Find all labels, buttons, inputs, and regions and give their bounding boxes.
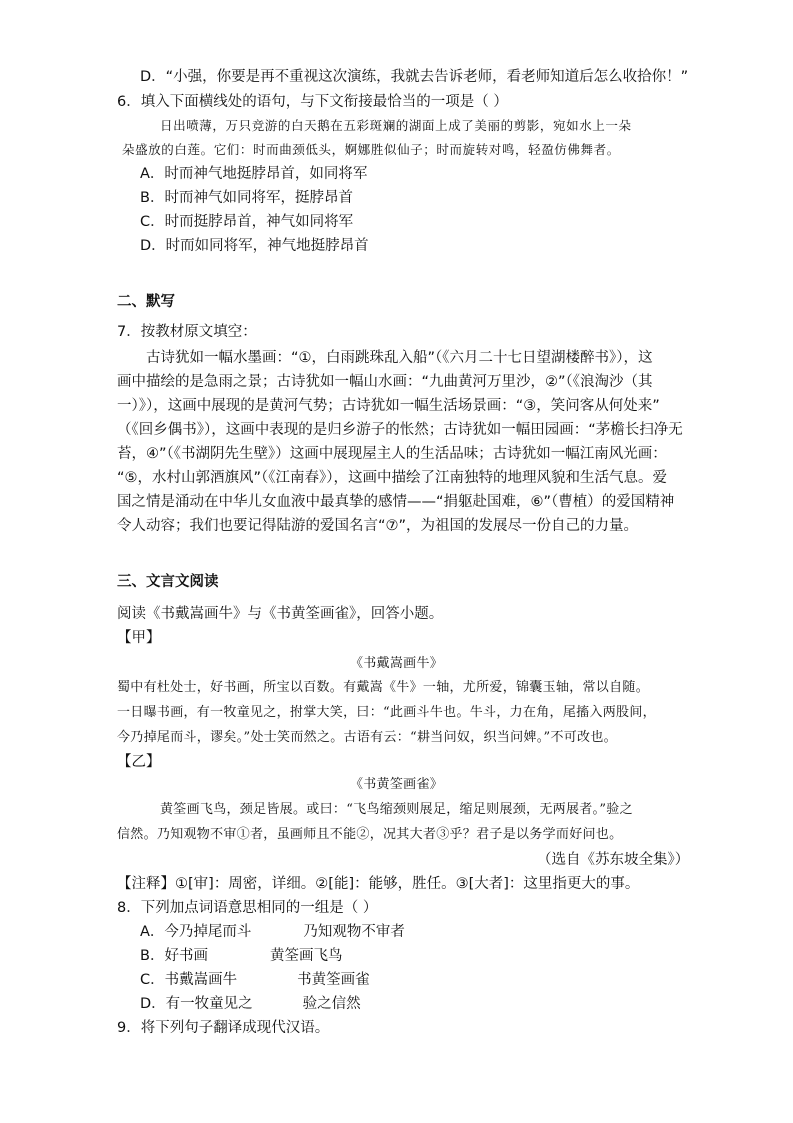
q8-option-d-right: 验之信然 [302, 996, 361, 1012]
q6-passage-line-2: 朵盛放的白莲。它们：时而曲颈低头，婀娜胜似仙子；时而旋转对鸣，轻盈仿佛舞者。 [122, 142, 620, 157]
q7-line-1: 古诗犹如一幅水墨画：“①，白雨跳珠乱入船”（《六月二十七日望湖楼醉书》），这 [146, 350, 653, 366]
q8-option-c [140, 970, 370, 990]
q7-stem: 7．按教材原文填空： [117, 324, 257, 340]
q7-line-5: 苔，④”（《书湖阴先生壁》）这画中展现屋主人的生活品味；古诗犹如一幅江南风光画： [117, 446, 667, 462]
q7-line-7: 国之情是涌动在中华儿女血液中最真挚的感情——“捐躯赴国难，⑥”（曹植）的爱国精神 [117, 494, 675, 510]
q8-stem: 8．下列加点词语意思相同的一组是（ ） [117, 900, 378, 916]
q6-option-b: B．时而神气如同将军，挺脖昂首 [140, 190, 353, 206]
passage-yi-line-1: 黄筌画飞鸟，颈足皆展。或曰：“飞鸟缩颈则展足，缩足则展颈，无两展者。”验之 [160, 802, 633, 817]
q6-option-d: D．时而如同将军，神气地挺脖昂首 [140, 238, 369, 254]
passage-jia-line-1: 蜀中有杜处士，好书画，所宝以百数。有戴嵩《牛》一轴，尤所爱，锦囊玉轴，常以自随。 [117, 680, 650, 695]
passage-jia-label: 【甲】 [117, 630, 161, 646]
q8-option-c-right: 书黄筌画雀 [297, 972, 370, 988]
q7-line-6: “⑤，水村山郭酒旗风”（《江南春》），这画中描绘了江南独特的地理风貌和生活气息。爱 [117, 470, 668, 486]
q6-passage-line-1: 日出喷薄，万只竞游的白天鹅在五彩斑斓的湖面上成了美丽的剪影，宛如水上一朵 [160, 118, 632, 133]
section-3-heading: 三、文言文阅读 [117, 574, 219, 590]
section-2-heading: 二、默写 [117, 294, 175, 310]
passage-yi-title: 《书黄筌画雀》 [349, 777, 444, 792]
passage-yi-label: 【乙】 [117, 754, 161, 770]
annotations: 【注释】①[审]：周密，详细。②[能]：能够，胜任。③[大者]：这里指更大的事。 [117, 876, 640, 892]
q7-line-8: 令人动容；我们也要记得陆游的爱国名言“⑦”，为祖国的发展尽一份自己的力量。 [117, 518, 639, 534]
q8-option-b-right: 黄筌画飞鸟 [269, 948, 343, 964]
passage-jia-title: 《书戴嵩画牛》 [349, 656, 444, 671]
q8-option-b [140, 946, 342, 966]
section-3-intro: 阅读《书戴嵩画牛》与《书黄筌画雀》，回答小题。 [117, 606, 444, 622]
q8-option-b-left: B．好书画 [140, 948, 208, 964]
q9-stem: 9．将下列句子翻译成现代汉语。 [117, 1020, 330, 1036]
q8-option-a [140, 922, 405, 942]
q7-line-2: 画中描绘的是急雨之景；古诗犹如一幅山水画：“九曲黄河万里沙，②”（《浪淘沙（其 [117, 374, 653, 390]
q6-option-a: A．时而神气地挺脖昂首，如同将军 [140, 166, 368, 182]
q6-option-c: C．时而挺脖昂首，神气如同将军 [140, 214, 354, 230]
q8-option-d-left: D．有一牧童见之 [140, 996, 253, 1012]
q8-option-c-left: C．书戴嵩画牛 [140, 972, 238, 988]
q8-option-a-right: 乃知观物不审者 [303, 924, 405, 940]
q6-stem: 6．填入下面横线处的语句，与下文衔接最恰当的一项是（ ） [117, 94, 508, 110]
passage-jia-line-3: 今乃掉尾而斗，谬矣。”处士笑而然之。古语有云：“耕当问奴，织当问婢。”不可改也。 [117, 730, 617, 745]
q5-option-d: D．“小强，你要是再不重视这次演练，我就去告诉老师，看老师知道后怎么收拾你！” [140, 69, 689, 85]
passage-source: （选自《苏东坡全集》） [537, 852, 690, 868]
q8-option-a-left: A．今乃掉尾而斗 [140, 924, 252, 940]
q7-line-3: 一）》），这画中展现的是黄河气势；古诗犹如一幅生活场景画：“③，笑问客从何处来” [117, 398, 660, 414]
q7-line-4: （《回乡偶书》），这画中表现的是归乡游子的怅然；古诗犹如一幅田园画：“茅檐长扫净无 [117, 422, 683, 438]
q8-option-d [140, 994, 361, 1014]
passage-yi-line-2: 信然。乃知观物不审①者，虽画师且不能②，况其大者③乎？君子是以务学而好问也。 [117, 827, 623, 842]
passage-jia-line-2: 一日曝书画，有一牧童见之，拊掌大笑，曰：“此画斗牛也。牛斗，力在角，尾搐入两股间， [117, 705, 656, 720]
